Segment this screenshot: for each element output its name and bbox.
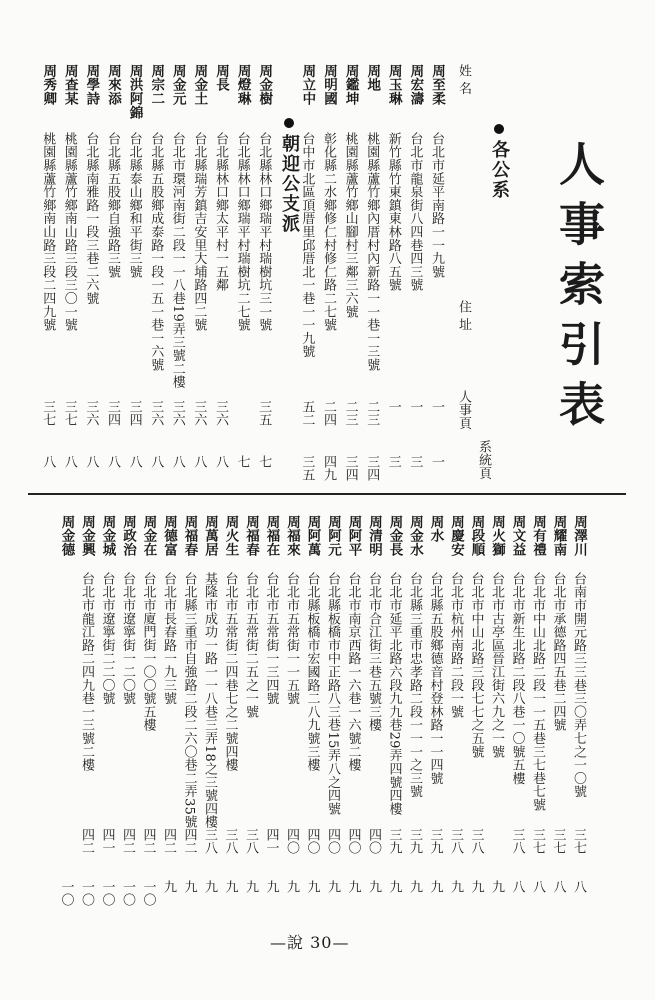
header-name: 姓 名 [456,64,471,96]
entry-name: 周金元 [169,64,186,106]
entry-address: 台北市長春路一九三號 [161,572,176,705]
entry-lineage: 九 [468,880,484,894]
entry-lineage: 八 [509,880,525,894]
entry-name: 周至柔 [429,64,445,106]
entry-address: 台北市杭州南路二段一號 [448,572,463,719]
entry-name: 周清明 [366,515,382,557]
entry-address: 台北市環河南街二段一一八巷19弄三號二樓 [169,132,185,389]
entry-address: 台北市龍江路二四九巷一三號二樓 [79,572,94,772]
entry-page: 三七 [530,828,545,855]
entry-page: 三五 [256,400,272,427]
entry-lineage: 八 [169,455,185,469]
entry-address: 台北縣南雅路一段三巷二六號 [83,132,99,305]
entry-lineage: 三 [407,455,423,469]
entry-page: 三九 [386,828,402,855]
entry-page: 四〇 [366,828,381,855]
entry-page: 三八 [202,828,217,855]
entry-name: 周金在 [140,515,157,557]
entry-page: 三七 [61,400,77,427]
entry-name: 周澤川 [571,515,587,557]
entry-lineage: 八 [105,455,120,469]
header-page: 人事頁 [456,390,471,430]
entry-page: 四〇 [345,828,361,855]
entry-name: 周福來 [284,515,300,557]
entry-lineage: 一〇 [58,880,74,907]
entry-lineage: 九 [366,880,381,894]
entry-page: 四二 [161,828,176,855]
entry-lineage: 九 [161,880,176,894]
entry-page: 三九 [407,828,422,855]
entry-page: 三七 [571,828,586,855]
page-title: 人事索引表 [552,140,606,440]
entry-name: 周秀卿 [40,64,57,106]
entry-name: 周火生 [222,515,239,557]
entry-page: 三七 [40,400,56,427]
entry-lineage: 九 [263,880,279,894]
entry-name: 周阿萬 [304,515,321,557]
entry-name: 周阿平 [345,515,362,557]
entry-page: 一 [385,400,401,414]
entry-address: 台北縣泰山鄉和平街三號 [126,132,142,279]
entry-name: 周段順 [468,515,485,557]
entry-page: 二三 [342,400,358,427]
entry-address: 台北縣板橋市宏國路二八九號三樓 [304,572,320,772]
entry-name: 周玉琳 [385,64,402,106]
entry-address: 台北市中山北路二段一一五巷三七巷七號 [530,572,545,812]
entry-name: 周福春 [243,515,259,557]
entry-lineage: 一〇 [120,880,135,907]
entry-lineage: 九 [345,880,361,894]
entry-name: 周德富 [161,515,177,557]
entry-page: 三八 [448,828,463,855]
entry-page: 三六 [83,400,99,427]
entry-lineage: 四九 [321,455,336,482]
entry-name: 周鑑坤 [342,64,359,106]
entry-address: 台北市遼寧街一二〇號 [120,572,135,705]
entry-name: 周福在 [263,515,280,557]
header-address: 住 址 [456,300,471,332]
entry-page: 三八 [509,828,525,855]
entry-lineage: 七 [234,455,250,469]
entry-name: 周金長 [386,515,403,557]
entry-page: 三六 [169,400,185,427]
entry-page: 四〇 [325,828,340,855]
entry-address: 台北市合江街三巷五號三樓 [366,572,381,732]
entry-address: 台北市五常街二五之一號 [243,572,258,719]
entry-page: 三八 [222,828,238,855]
entry-lineage: 八 [61,455,77,469]
entry-name: 周金土 [191,64,208,106]
entry-page: 四一 [263,828,279,855]
entry-address: 台北市承德路四五巷二四號 [550,572,566,732]
entry-page: 五二 [299,400,315,427]
entry-name: 周學詩 [83,64,100,106]
entry-lineage: 九 [386,880,402,894]
entry-address: 台南市開元路三三巷三〇弄七之一〇號 [571,572,586,799]
entry-page: 三八 [243,828,258,855]
entry-name: 周火獅 [489,515,505,557]
entry-page: 三四 [105,400,120,427]
entry-lineage: 一 [429,455,444,469]
entry-lineage: 八 [83,455,99,469]
entry-page: 三八 [468,828,484,855]
entry-page: 三六 [213,400,228,427]
entry-lineage: 九 [325,880,340,894]
entry-name: 周宏濤 [407,64,424,106]
entry-address: 台北市延平北路六段九九巷29弄四號四樓 [386,572,402,816]
entry-address: 台北市五常街二四巷七之二號四樓 [222,572,238,772]
entry-name: 周燈琳 [234,64,251,106]
entry-page: 四一 [99,828,115,855]
entry-lineage: 八 [530,880,545,894]
entry-address: 台北縣五股鄉自強路三號 [105,132,120,279]
entry-name: 周福春 [181,515,198,557]
section-heading [486,124,512,200]
entry-address: 台北市五常街一一五號 [284,572,299,705]
entry-name: 周政治 [120,515,136,557]
entry-page: 四〇 [284,828,299,855]
entry-name: 周金樹 [256,64,273,106]
entry-name: 周來添 [105,64,121,106]
section-label: 各公系 [489,140,510,200]
entry-address: 彰化縣二水鄉修仁村修仁路二七號 [321,132,336,332]
entry-page: 一 [429,400,444,414]
entry-name: 周金德 [58,515,75,557]
entry-lineage: 八 [550,880,566,894]
entry-lineage: 三四 [364,455,380,482]
entry-name: 周長 [213,64,229,92]
entry-name: 周地 [364,64,381,92]
entry-name: 周金城 [99,515,116,557]
entry-lineage: 三 [385,455,401,469]
entry-lineage: 三四 [342,455,358,482]
entry-address: 台北縣板橋市中正路八三巷15弄八之四號 [325,572,340,816]
entry-lineage: 三五 [299,455,315,482]
entry-address: 台北縣五股鄉德音村登林路一一四號 [427,572,443,785]
entry-lineage: 八 [571,880,586,894]
entry-address: 台北市遼寧街二二〇號 [99,572,115,705]
entry-name: 周文益 [509,515,526,557]
entry-lineage: 一〇 [99,880,115,907]
entry-name: 周萬居 [202,515,218,557]
entry-address: 台北市南京西路一六巷一六號二樓 [345,572,361,772]
entry-page: 三六 [191,400,207,427]
entry-address: 台北縣林口鄉太平村一五鄰 [213,132,228,292]
entry-lineage: 九 [489,880,504,894]
entry-name: 周耀南 [550,515,567,557]
entry-lineage: 一〇 [140,880,156,907]
entry-name: 周宗二 [148,64,165,106]
entry-address: 台北市古亭區晉江街六九之一號 [489,572,504,759]
entry-page: 四二 [120,828,135,855]
bullet-icon [494,124,504,134]
entry-page: 一 [407,400,423,414]
entry-address: 台北市新生北路二段八巷一〇號五樓 [509,572,525,785]
entry-name: 周明國 [321,64,337,106]
entry-address: 台北縣三重市忠孝路二段一一一之三號 [407,572,422,799]
entry-address: 基隆市成功一路一一八巷三弄18之三號四樓 [202,572,217,829]
entry-address: 台北市中山北路三段七七之五號 [468,572,484,759]
entry-page: 二四 [321,400,336,427]
entry-name: 周水 [427,515,444,543]
entry-page: 三九 [427,828,443,855]
entry-name: 周立中 [299,64,316,106]
entry-lineage: 九 [222,880,238,894]
entry-lineage: 七 [256,455,272,469]
entry-name: 周查某 [61,64,78,106]
entry-address: 新竹縣竹東鎮東林路八五號 [385,132,401,292]
entry-page: 三六 [148,400,164,427]
entry-lineage: 八 [148,455,164,469]
entry-lineage: 八 [126,455,142,469]
entry-address: 台北縣林口鄉瑞平村瑞樹坑三一號 [256,132,272,332]
entry-address: 台北市廈門街一〇〇號五樓 [140,572,156,732]
entry-address: 台北縣五股鄉成泰路一段一五一巷一六號 [148,132,164,372]
entry-lineage: 九 [202,880,217,894]
section-divider [28,493,626,495]
entry-address: 台北市延平南路一一九號 [429,132,444,279]
entry-name: 周洪阿錦 [126,64,143,120]
entry-lineage: 九 [304,880,320,894]
entry-lineage: 九 [284,880,299,894]
entry-lineage: 八 [213,455,228,469]
entry-lineage: 九 [243,880,258,894]
entry-address: 桃園縣蘆竹鄉南山路三段二四九號 [40,132,56,332]
entry-lineage: 九 [427,880,443,894]
entry-page: 三七 [550,828,566,855]
entry-address: 桃園縣蘆竹鄉內厝村內新路一一巷一三號 [364,132,380,372]
header-lineage: 系統頁 [476,440,491,480]
entry-address: 台北縣林口鄉瑞平村瑞樹坑二七號 [234,132,250,332]
entry-name: 周阿元 [325,515,341,557]
entry-page: 三四 [126,400,142,427]
entry-lineage: 九 [448,880,463,894]
page-number: —說 30— [270,933,350,952]
entry-page: 二三 [364,400,380,427]
entry-address: 桃園縣蘆竹鄉南山路三段三〇一號 [61,132,77,332]
entry-name: 周金興 [79,515,95,557]
entry-lineage: 八 [191,455,207,469]
entry-page: 四二 [181,828,197,855]
entry-lineage: 八 [40,455,56,469]
entry-lineage: 九 [181,880,197,894]
section-label: 朝迎公支派 [279,134,300,234]
entry-address: 台中市北區頂厝里邱厝北一巷一一九號 [299,132,315,359]
entry-name: 周有禮 [530,515,546,557]
entry-page: 四二 [79,828,94,855]
entry-address: 台北縣瑞芳鎮吉安里大埔路四二號 [191,132,207,332]
entry-address: 台北縣三重市自強路二段二六〇巷二弄35號 [181,572,197,829]
entry-page: 四〇 [304,828,320,855]
entry-address: 台北市五常街一三四號 [263,572,279,705]
entry-lineage: 九 [407,880,422,894]
entry-lineage: 一〇 [79,880,94,907]
entry-page: 四二 [140,828,156,855]
entry-address: 台北市龍泉街八四巷四三號 [407,132,423,292]
entry-name: 周慶安 [448,515,464,557]
entry-address: 桃園縣蘆竹鄉山腳村三鄰三六號 [342,132,358,319]
entry-name: 周金水 [407,515,423,557]
bullet-icon [284,118,294,128]
